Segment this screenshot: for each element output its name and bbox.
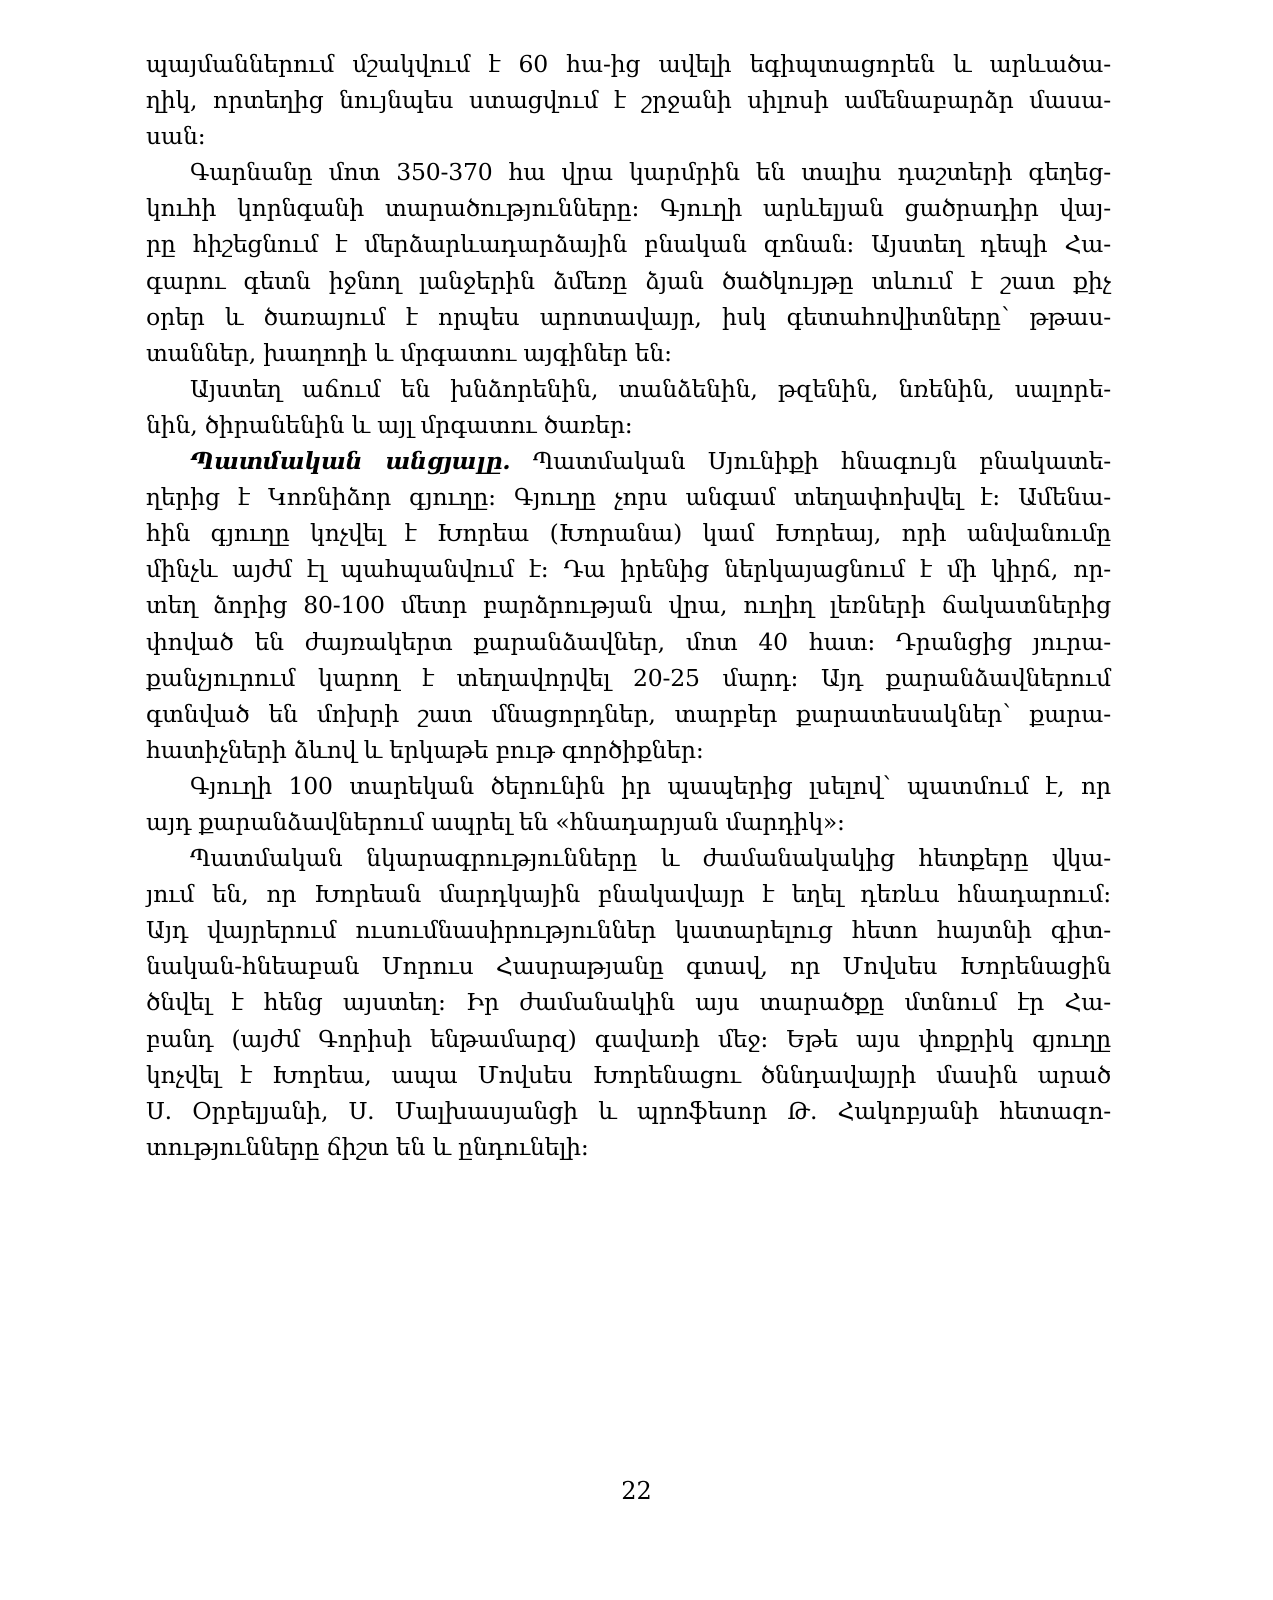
text-line: նին, ծիրանենին և այլ մրգատու ծառեր:	[146, 410, 633, 439]
page-number: 22	[621, 1477, 652, 1505]
text-line: րը հիշեցնում է մերձարևադարձային բնական զոնան: Այստեղ դեպի Հա-	[146, 230, 1111, 259]
text-line: Գարնանը մոտ 350-370 հա վրա կարմրին են տալիս դաշտերի գեղեց-	[190, 158, 1111, 187]
text-line: քանչյուրում կարող է տեղավորվել 20-25 մարդ: Այդ քարանձավներում	[146, 663, 1111, 692]
text-line: ծնվել է հենց այստեղ: Իր ժամանակին այս տարածքը մտնում էր Հա-	[146, 988, 1111, 1017]
text-line: հին գյուղը կոչվել է Խորեա (Խորանա) կամ Խորեայ, որի անվանումը	[146, 519, 1111, 548]
body-text	[146, 46, 1111, 1165]
text-line: բանդ (այժմ Գորիսի ենթամարզ) գավառի մեջ: Եթե այս փոքրիկ գյուղը	[146, 1024, 1111, 1053]
text-line: այդ քարանձավներում ապրել են «հնադարյան մարդիկ»:	[146, 807, 845, 836]
text-line: գտնված են մոխրի շատ մնացորդներ, տարբեր քարատեսակներ՝ քարա-	[146, 699, 1111, 728]
section-heading: Պատմական անցյալը.	[190, 447, 511, 476]
text-line: Գյուղի 100 տարեկան ծերունին իր պապերից լսելով՝ պատմում է, որ	[190, 771, 1111, 800]
text-line: ղիկ, որտեղից նույնպես ստացվում է շրջանի սիլոսի ամենաբարձր մասա-	[146, 86, 1111, 115]
text-line: Այստեղ աճում են խնձորենին, տանձենին, թզենին, նռենին, սալորե-	[190, 374, 1111, 403]
text-line: հատիչների ձևով և երկաթե բութ գործիքներ:	[146, 735, 704, 764]
text-line: տաններ, խաղողի և մրգատու այգիներ են:	[146, 338, 672, 367]
text-line: տությունները ճիշտ են և ընդունելի:	[146, 1132, 589, 1161]
text-line: պայմաններում մշակվում է 60 հա-ից ավելի եգիպտացորեն և արևածա-	[146, 50, 1111, 78]
text-run: Պատմական Սյունիքի հնագույն բնակատե-	[532, 447, 1111, 476]
text-line: կուհի կորնգանի տարածությունները: Գյուղի արևելյան ցածրադիր վայ-	[146, 194, 1111, 223]
text-line: փոված են ժայռակերտ քարանձավներ, մոտ 40 հատ: Դրանցից յուրա-	[146, 627, 1111, 656]
text-line: յում են, որ Խորեան մարդկային բնակավայր է եղել դեռևս հնադարում:	[146, 880, 1111, 909]
text-line: տեղ ձորից 80-100 մետր բարձրության վրա, ուղիղ լեռների ճակատներից	[146, 591, 1111, 620]
text-line: սան:	[146, 122, 206, 151]
text-line: օրեր և ծառայում է որպես արոտավայր, իսկ գետահովիտները՝ թթաս-	[146, 302, 1111, 331]
text-line: Պատմական նկարագրությունները և ժամանակակից հետքերը վկա-	[190, 844, 1111, 873]
text-line: գարու գետն իջնող լանջերին ձմեռը ձյան ծածկույթը տևում է շատ քիչ	[146, 266, 1111, 295]
text-line: նական-հնեաբան Մորուս Հասրաթյանը գտավ, որ Մովսես Խորենացին	[146, 952, 1111, 981]
text-line: ղերից է Կոռնիձոր գյուղը: Գյուղը չորս անգամ տեղափոխվել է: Ամենա-	[146, 483, 1111, 512]
text-line: կոչվել է Խորեա, ապա Մովսես Խորենացու ծննդավայրի մասին արած	[146, 1060, 1111, 1089]
text-line: Ս. Օրբելյանի, Ս. Մալխասյանցի և պրոֆեսոր Թ. Հակոբյանի հետազո-	[146, 1096, 1111, 1125]
text-line: Այդ վայրերում ուսումնասիրություններ կատարելուց հետո հայտնի գիտ-	[146, 916, 1111, 945]
text-line	[146, 443, 1111, 479]
text-line: մինչև այժմ էլ պահպանվում է: Դա իրենից ներկայացնում է մի կիրճ, որ-	[146, 555, 1111, 584]
